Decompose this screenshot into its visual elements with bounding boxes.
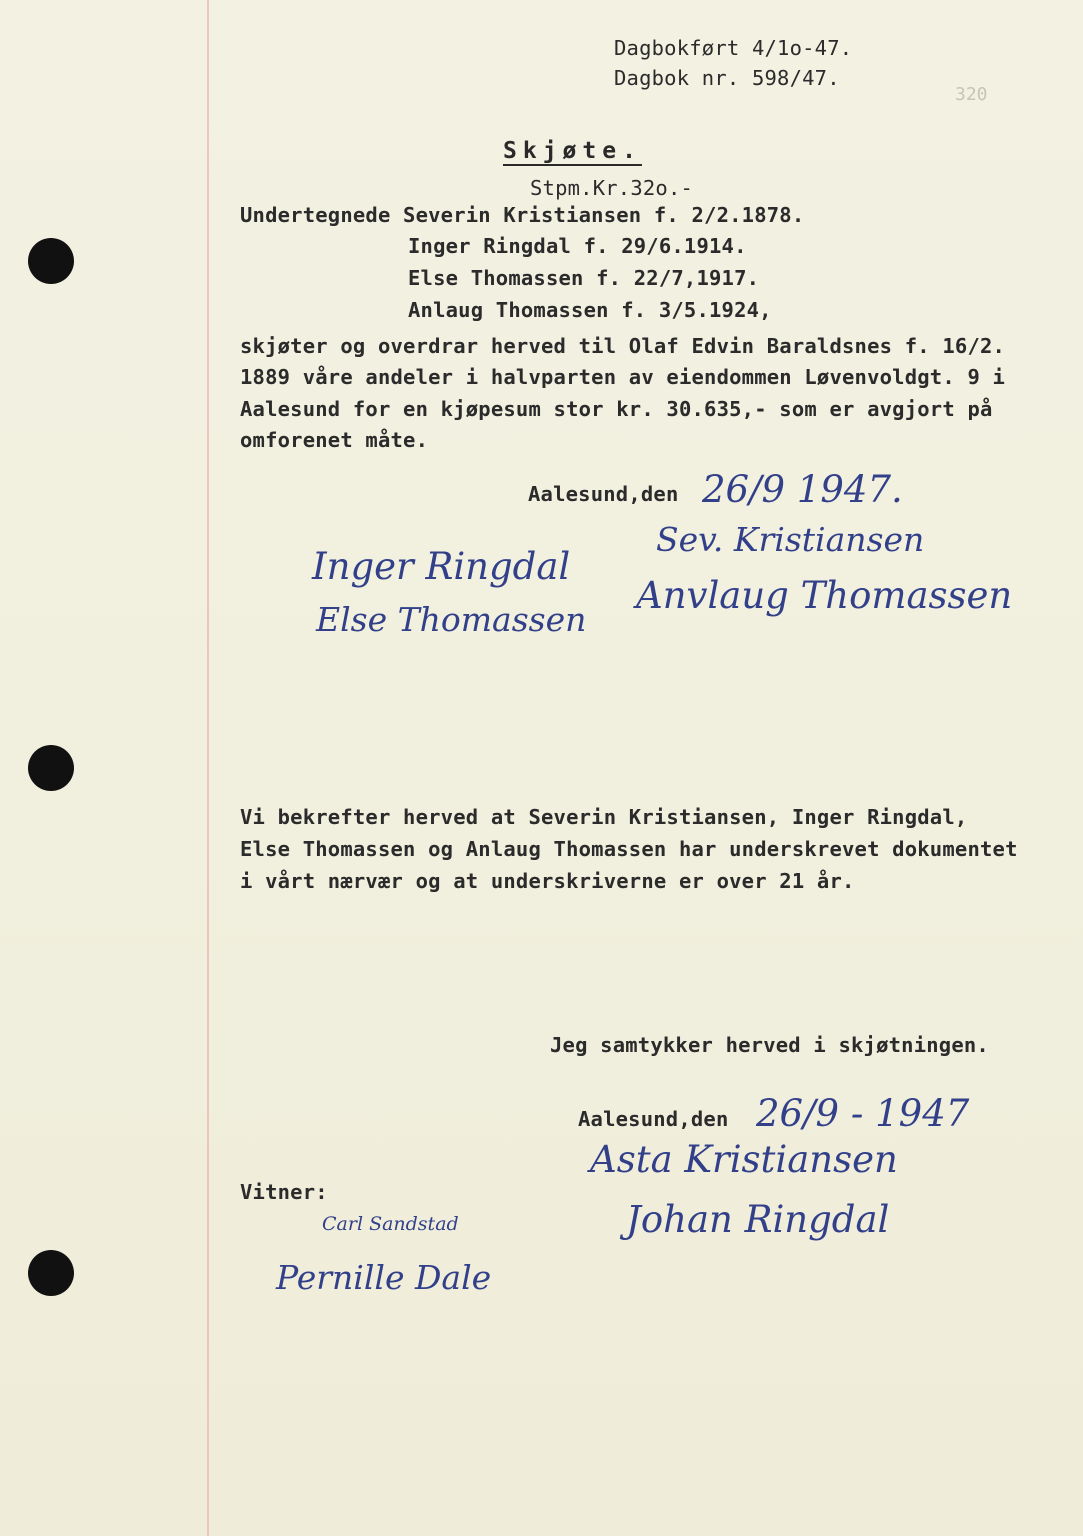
signatory-line: Undertegnede Severin Kristiansen f. 2/2.1878. — [240, 203, 805, 227]
margin-line — [207, 0, 209, 1536]
place-date-typed: Aalesund,den — [578, 1107, 729, 1131]
witness-signature: Carl Sandstad — [322, 1213, 459, 1235]
header-line1: Dagbokført 4/1o-47. — [614, 36, 853, 60]
body-line: skjøter og overdrar herved til Olaf Edvin Baraldsnes f. 16/2. — [240, 334, 1006, 358]
consent-line: Jeg samtykker herved i skjøtningen. — [550, 1033, 989, 1057]
binder-hole — [28, 1250, 74, 1296]
handwritten-date: 26/9 - 1947 — [756, 1092, 970, 1135]
document-title: Skjøte. — [503, 138, 642, 164]
page-number: 320 — [955, 84, 988, 105]
confirmation-line: i vårt nærvær og at underskriverne er over 21 år. — [240, 869, 855, 893]
stamp-fee: Stpm.Kr.32o.- — [530, 176, 694, 200]
confirmation-line: Vi bekrefter herved at Severin Kristiansen, Inger Ringdal, — [240, 805, 968, 829]
signatory-line: Else Thomassen f. 22/7,1917. — [408, 266, 760, 290]
signature: Else Thomassen — [316, 600, 587, 639]
signatory-line: Anlaug Thomassen f. 3/5.1924, — [408, 298, 772, 322]
witness-label: Vitner: — [240, 1180, 328, 1204]
signatory-line: Inger Ringdal f. 29/6.1914. — [408, 234, 747, 258]
signature: Anvlaug Thomassen — [636, 574, 1013, 617]
signature: Asta Kristiansen — [590, 1138, 898, 1181]
signature: Inger Ringdal — [312, 545, 571, 588]
header-line2: Dagbok nr. 598/47. — [614, 66, 840, 90]
confirmation-line: Else Thomassen og Anlaug Thomassen har underskrevet dokumentet — [240, 837, 1018, 861]
signature: Sev. Kristiansen — [656, 520, 925, 559]
body-line: omforenet måte. — [240, 428, 429, 452]
place-date-typed: Aalesund,den — [528, 482, 679, 506]
witness-signature: Pernille Dale — [276, 1258, 492, 1297]
binder-hole — [28, 745, 74, 791]
body-line: Aalesund for en kjøpesum stor kr. 30.635,- som er avgjort på — [240, 397, 993, 421]
body-line: 1889 våre andeler i halvparten av eiendommen Løvenvoldgt. 9 i — [240, 365, 1006, 389]
binder-hole — [28, 238, 74, 284]
signature: Johan Ringdal — [626, 1198, 890, 1241]
handwritten-date: 26/9 1947. — [702, 468, 903, 511]
